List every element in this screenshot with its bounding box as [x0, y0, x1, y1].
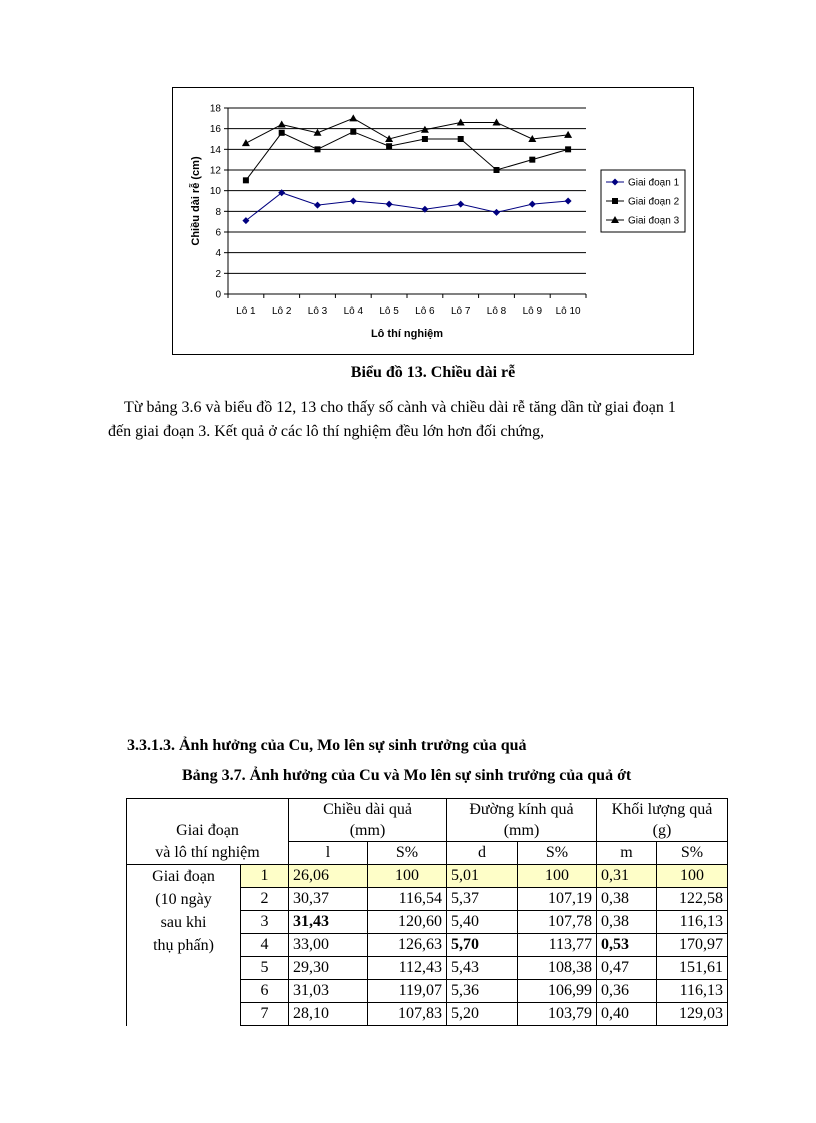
lo-cell: 6	[241, 980, 289, 1003]
subheader-cell: S%	[657, 842, 728, 865]
data-point	[350, 198, 357, 205]
value-cell: 108,38	[518, 957, 597, 980]
legend-label: Giai đoạn 2	[628, 196, 680, 208]
legend-label: Giai đoạn 3	[628, 215, 680, 227]
value-cell: 26,06	[289, 865, 368, 888]
value-cell: 170,97	[657, 934, 728, 957]
value-cell: 33,00	[289, 934, 368, 957]
lo-cell: 2	[241, 888, 289, 911]
value-cell: 126,63	[368, 934, 447, 957]
y-tick-label: 8	[215, 206, 221, 218]
paragraph-line: Từ bảng 3.6 và biểu đồ 12, 13 cho thấy số cành và chiều dài rễ tăng dần từ giai đoạn 1	[124, 399, 676, 416]
value-cell: 30,37	[289, 888, 368, 911]
header-stage-line: và lô thí nghiệm	[155, 844, 260, 861]
data-point	[458, 136, 464, 142]
stage-label-line: Giai đoạn	[152, 868, 215, 885]
data-point	[386, 201, 393, 208]
value-cell: 0,38	[597, 911, 657, 934]
header-stage-line: Giai đoạn	[176, 822, 239, 839]
x-tick-label: Lô 7	[450, 306, 471, 317]
lo-cell: 1	[241, 865, 289, 888]
fruit-growth-table	[126, 798, 728, 1026]
subheader-cell: S%	[368, 842, 447, 865]
value-cell: 100	[368, 865, 447, 888]
value-cell: 28,10	[289, 1003, 368, 1026]
data-point	[243, 177, 249, 183]
value-cell: 5,70	[447, 934, 518, 957]
line-chart	[173, 88, 693, 354]
subheader-cell: m	[597, 842, 657, 865]
header-text: Đường kính quả	[469, 801, 574, 818]
header-mass	[597, 799, 728, 842]
value-cell: 5,37	[447, 888, 518, 911]
value-cell: 0,53	[597, 934, 657, 957]
data-point	[494, 167, 500, 173]
value-cell: 5,40	[447, 911, 518, 934]
data-point	[565, 146, 571, 152]
stage-label-cell	[127, 865, 241, 1026]
lo-cell: 3	[241, 911, 289, 934]
header-text: (mm)	[503, 822, 540, 839]
value-cell: 103,79	[518, 1003, 597, 1026]
data-point	[565, 198, 572, 205]
value-cell: 100	[518, 865, 597, 888]
data-point	[529, 157, 535, 163]
subheader-cell: S%	[518, 842, 597, 865]
series-line	[246, 132, 568, 181]
header-text: Chiều dài quả	[323, 801, 412, 818]
data-point	[350, 129, 356, 135]
y-tick-label: 14	[209, 144, 221, 156]
value-cell: 107,78	[518, 911, 597, 934]
y-tick-label: 6	[215, 227, 221, 239]
y-axis-title: Chiều dài rễ (cm)	[190, 156, 202, 246]
y-tick-label: 2	[215, 268, 221, 280]
data-point	[564, 131, 572, 138]
value-cell: 129,03	[657, 1003, 728, 1026]
value-cell: 31,03	[289, 980, 368, 1003]
chart-caption: Biểu đồ 13. Chiều dài rễ	[350, 364, 516, 381]
value-cell: 116,13	[657, 911, 728, 934]
section-heading: 3.3.1.3. Ảnh hưởng của Cu, Mo lên sự sinh trưởng của quả	[127, 737, 527, 754]
value-cell: 107,19	[518, 888, 597, 911]
value-cell: 0,40	[597, 1003, 657, 1026]
x-tick-label: Lô 10	[555, 306, 581, 317]
value-cell: 5,01	[447, 865, 518, 888]
value-cell: 31,43	[289, 911, 368, 934]
x-tick-label: Lô 4	[343, 306, 364, 317]
header-stage	[127, 799, 289, 865]
x-tick-label: Lô 3	[307, 306, 328, 317]
data-point	[386, 143, 392, 149]
value-cell: 5,43	[447, 957, 518, 980]
y-tick-label: 12	[209, 165, 221, 177]
value-cell: 112,43	[368, 957, 447, 980]
lo-cell: 7	[241, 1003, 289, 1026]
value-cell: 29,30	[289, 957, 368, 980]
data-point	[349, 114, 357, 121]
value-cell: 122,58	[657, 888, 728, 911]
subheader-cell: d	[447, 842, 518, 865]
stage-label-line: thụ phấn)	[153, 937, 214, 954]
paragraph-line: đến giai đoạn 3. Kết quả ở các lô thí nghiệm đều lớn hơn đối chứng,	[108, 423, 545, 440]
x-tick-label: Lô 9	[522, 306, 543, 317]
value-cell: 119,07	[368, 980, 447, 1003]
x-tick-label: Lô 1	[236, 306, 256, 317]
y-tick-label: 16	[209, 124, 221, 136]
value-cell: 5,20	[447, 1003, 518, 1026]
value-cell: 0,36	[597, 980, 657, 1003]
header-text: (mm)	[349, 822, 386, 839]
data-point	[612, 198, 618, 204]
series-line	[246, 118, 568, 143]
root-length-chart	[172, 87, 694, 355]
value-cell: 0,47	[597, 957, 657, 980]
table-title: Bảng 3.7. Ảnh hưởng của Cu và Mo lên sự sinh trưởng của quả ớt	[182, 767, 632, 784]
value-cell: 116,54	[368, 888, 447, 911]
data-point	[242, 139, 250, 146]
value-cell: 107,83	[368, 1003, 447, 1026]
value-cell: 113,77	[518, 934, 597, 957]
header-length	[289, 799, 447, 842]
x-tick-label: Lô 2	[271, 306, 292, 317]
stage-label-line: (10 ngày	[155, 891, 212, 908]
x-tick-label: Lô 8	[486, 306, 507, 317]
data-point	[529, 201, 536, 208]
value-cell: 120,60	[368, 911, 447, 934]
paragraph	[108, 396, 728, 444]
legend-label: Giai đoạn 1	[628, 177, 680, 189]
y-tick-label: 0	[215, 289, 221, 301]
value-cell: 5,36	[447, 980, 518, 1003]
lo-cell: 5	[241, 957, 289, 980]
header-text: Khối lượng quả	[611, 801, 713, 818]
subheader-cell: l	[289, 842, 368, 865]
value-cell: 116,13	[657, 980, 728, 1003]
data-point	[457, 201, 464, 208]
value-cell: 0,38	[597, 888, 657, 911]
data-point	[422, 136, 428, 142]
value-cell: 0,31	[597, 865, 657, 888]
x-tick-label: Lô 6	[415, 306, 435, 317]
stage-label-line: sau khi	[160, 914, 207, 931]
value-cell: 100	[657, 865, 728, 888]
y-tick-label: 10	[209, 186, 221, 198]
data-point	[493, 209, 500, 216]
y-tick-label: 4	[215, 248, 221, 260]
x-tick-label: Lô 5	[379, 306, 399, 317]
lo-cell: 4	[241, 934, 289, 957]
x-axis-title: Lô thí nghiệm	[370, 328, 444, 340]
series-line	[246, 193, 568, 221]
data-point	[314, 202, 321, 209]
header-text: (g)	[652, 822, 672, 839]
data-point	[315, 146, 321, 152]
value-cell: 151,61	[657, 957, 728, 980]
data-point	[279, 130, 285, 136]
y-tick-label: 18	[209, 103, 221, 115]
header-diameter	[447, 799, 597, 842]
data-point	[278, 121, 286, 128]
value-cell: 106,99	[518, 980, 597, 1003]
